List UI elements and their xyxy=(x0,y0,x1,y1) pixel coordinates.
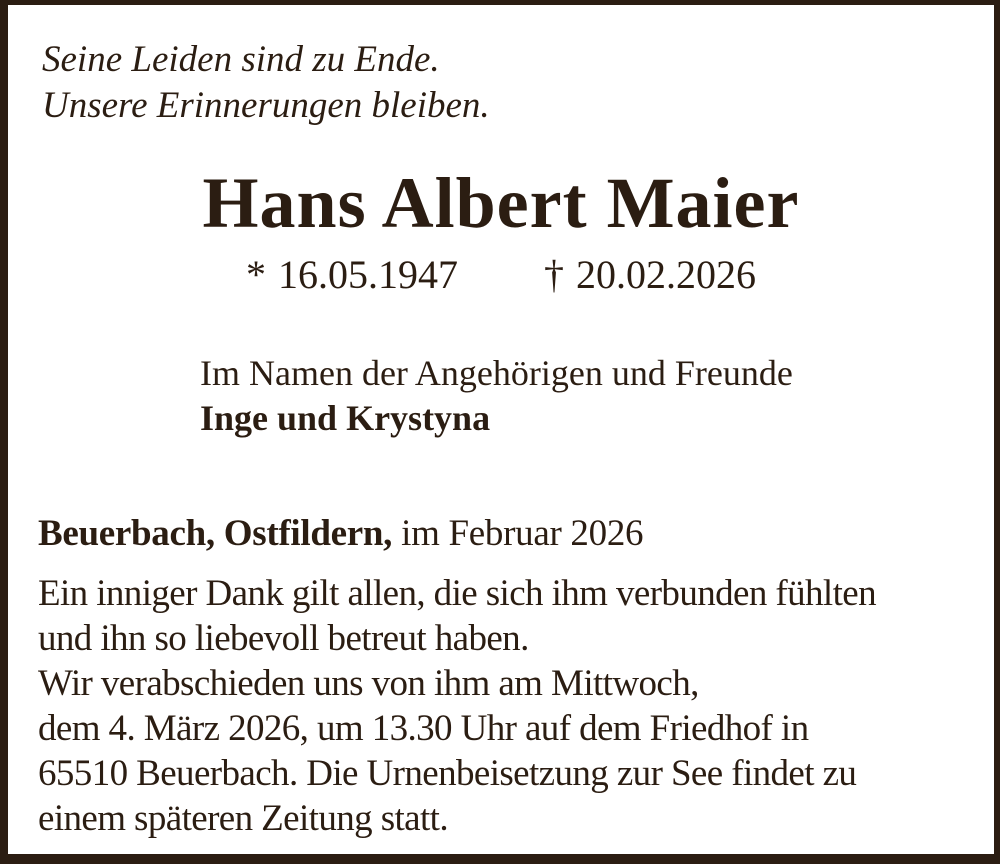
body-line: dem 4. März 2026, um 13.30 Uhr auf dem Friedhof in xyxy=(38,708,809,749)
death-cross-icon: † xyxy=(544,252,564,297)
epigraph xyxy=(42,37,490,129)
epigraph-line-1: Seine Leiden sind zu Ende. xyxy=(42,39,440,80)
birth-date-group xyxy=(246,252,458,297)
birth-star-icon: * xyxy=(246,252,266,297)
body-line: Ein inniger Dank gilt allen, die sich ihm verbunden fühlten xyxy=(38,573,877,614)
mourners-intro: Im Namen der Angehörigen und Freunde xyxy=(200,353,793,393)
body-line: Wir verabschieden uns von ihm am Mittwoch, xyxy=(38,663,699,704)
body-line: einem späteren Zeitung statt. xyxy=(38,798,449,839)
birth-date: 16.05.1947 xyxy=(278,252,458,297)
deceased-name: Hans Albert Maier xyxy=(202,163,800,243)
dateline-location: Beuerbach, Ostfildern, xyxy=(38,513,393,554)
dateline xyxy=(38,511,643,556)
body-line: 65510 Beuerbach. Die Urnenbeisetzung zur See findet zu xyxy=(38,753,857,794)
death-date-group xyxy=(544,252,756,297)
dateline-date: im Februar 2026 xyxy=(392,513,644,554)
body-line: und ihn so liebevoll betreut haben. xyxy=(38,618,529,659)
body-paragraph xyxy=(38,571,876,841)
mourners-block xyxy=(200,351,793,441)
epigraph-line-2: Unsere Erinnerungen bleiben. xyxy=(42,85,490,126)
life-dates xyxy=(8,252,994,297)
death-date: 20.02.2026 xyxy=(576,252,756,297)
mourners-names: Inge und Krystyna xyxy=(200,398,491,438)
